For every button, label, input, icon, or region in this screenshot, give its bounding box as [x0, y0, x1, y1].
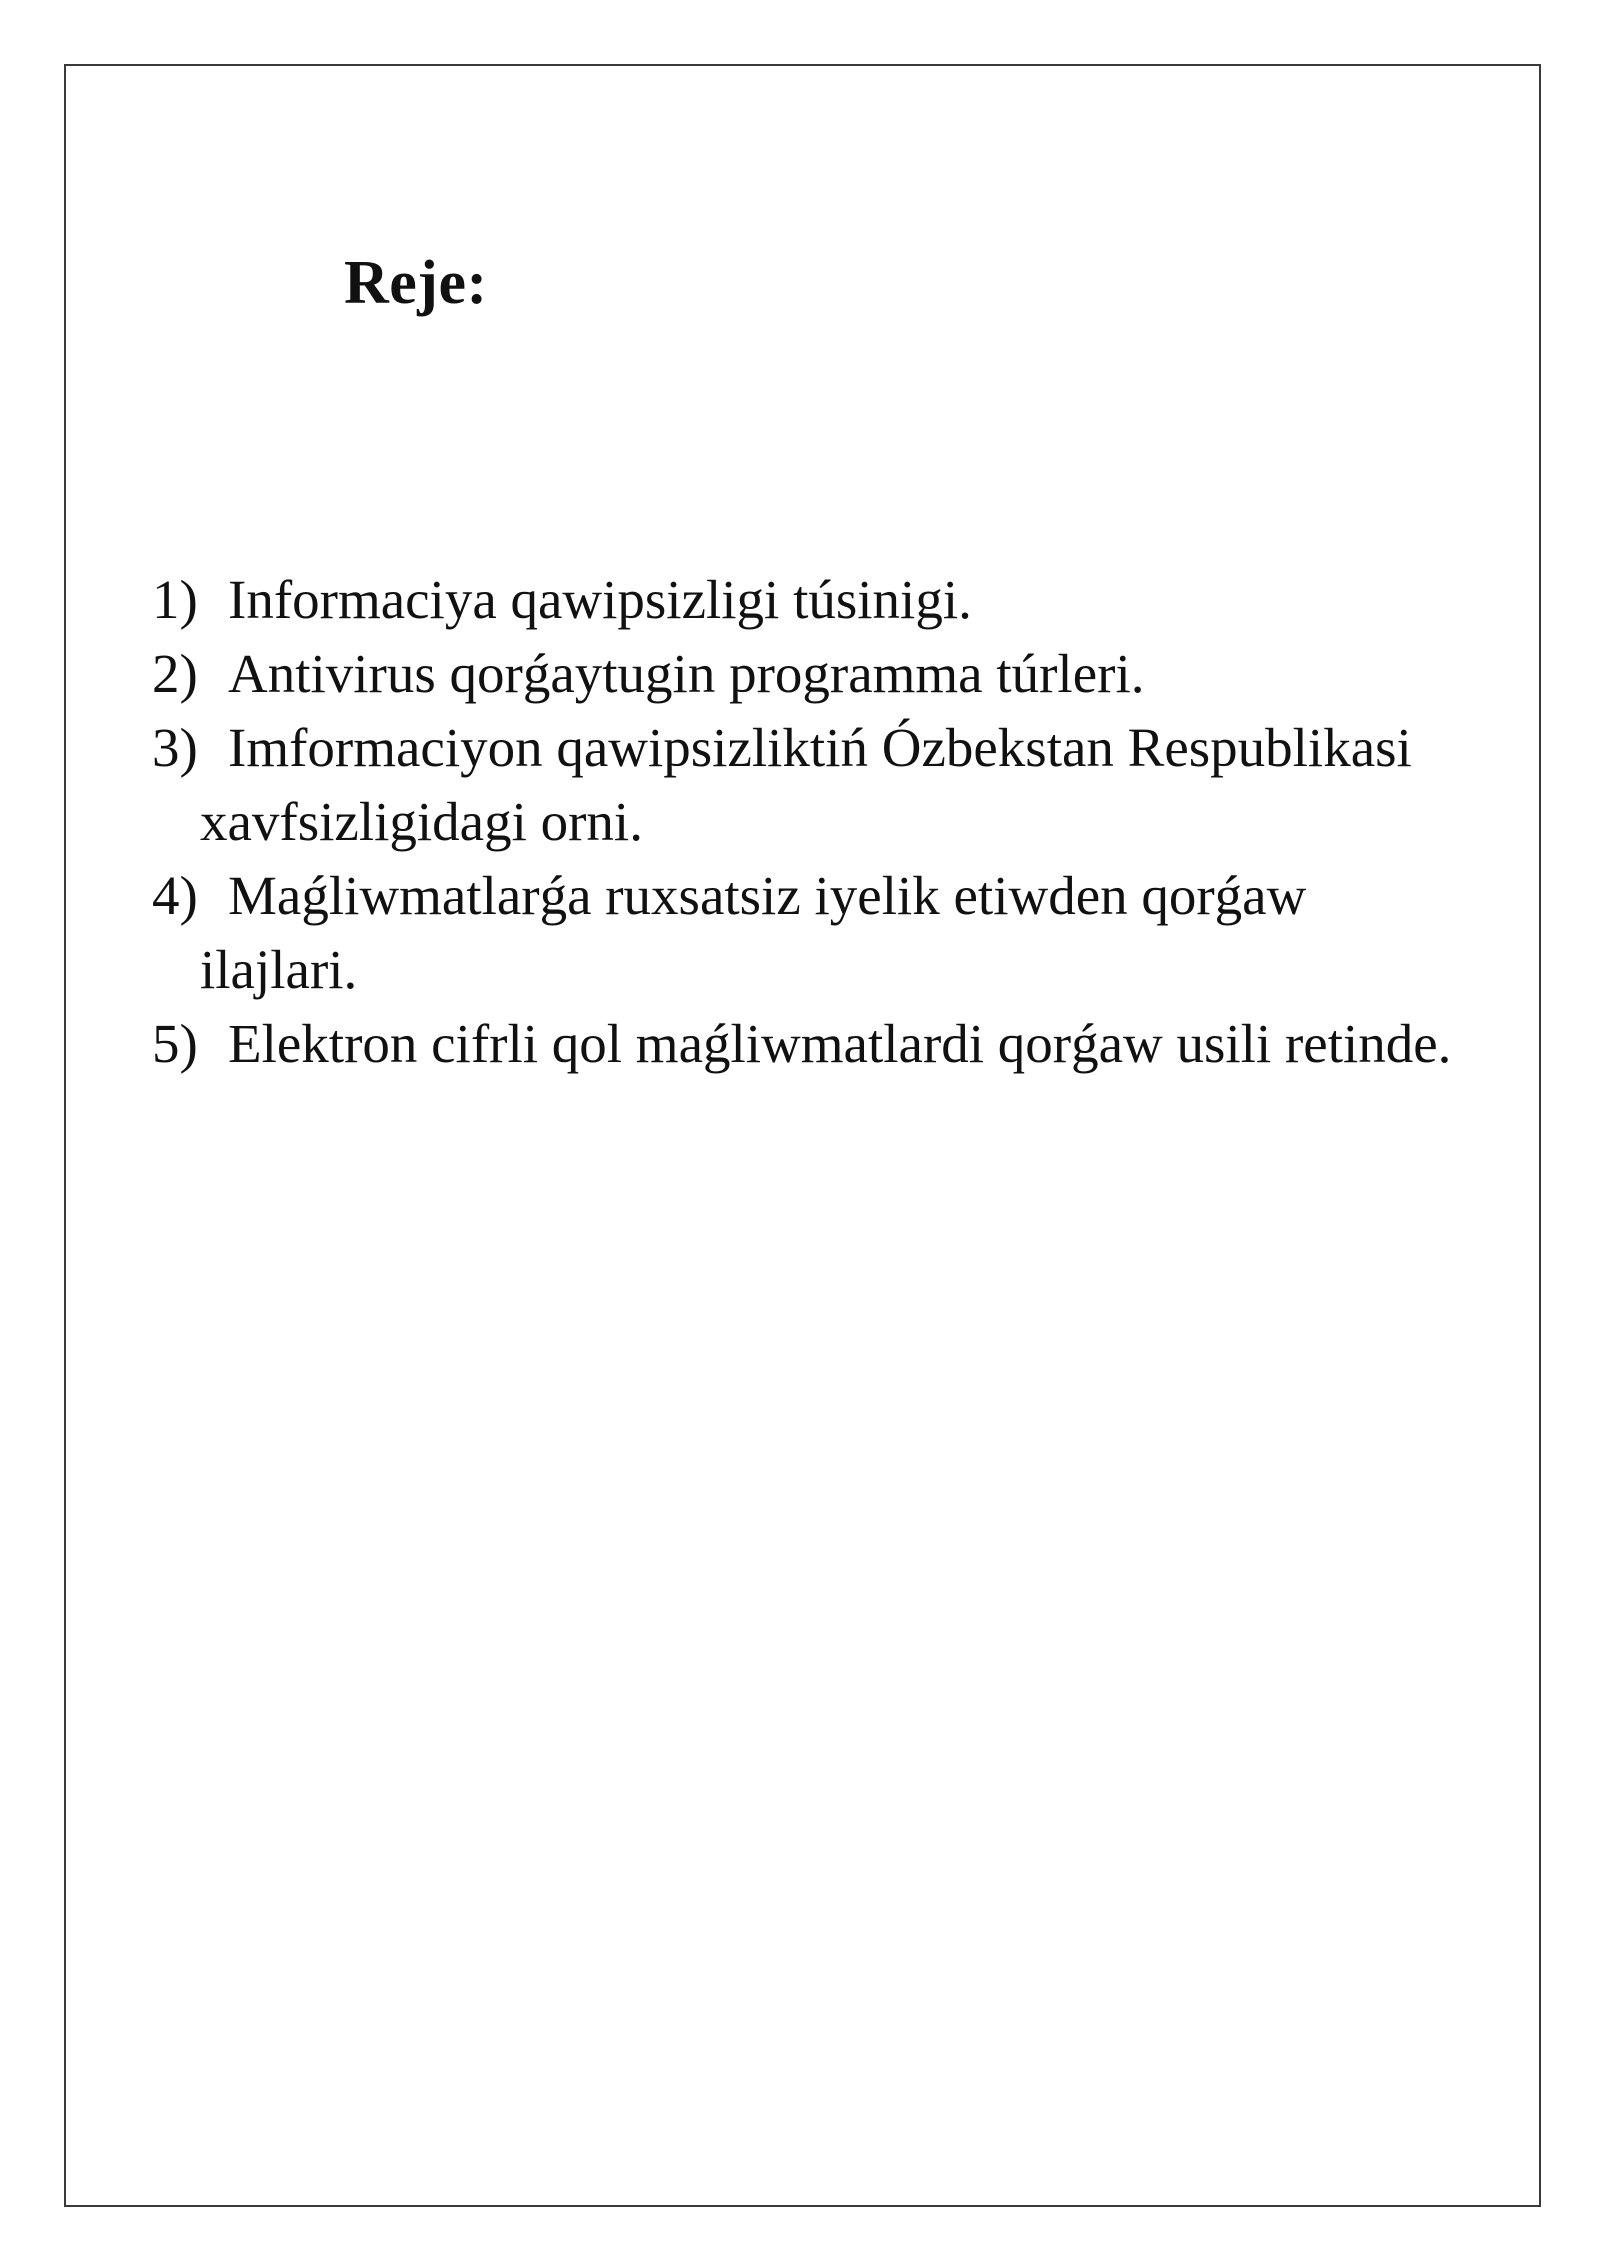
plan-list [152, 563, 1452, 1081]
list-item-text: Informaciya qawipsizligi túsinigi. [228, 569, 972, 630]
list-item-number: 4) [152, 865, 198, 926]
page-title: Reje: [344, 249, 488, 317]
list-item-text: Elektron cifrli qol maǵliwmatlardi qorǵaw usili retinde. [228, 1013, 1452, 1074]
list-item [152, 711, 1452, 859]
list-item-number: 3) [152, 717, 198, 778]
page-border [64, 64, 1541, 2207]
list-item [152, 1007, 1452, 1081]
list-item [152, 859, 1452, 1007]
list-item-number: 2) [152, 643, 198, 704]
list-item-text: Maǵliwmatlarǵa ruxsatsiz iyelik etiwden qorǵaw ilajlari. [200, 865, 1307, 1000]
list-item [152, 637, 1452, 711]
list-item-text: Antivirus qorǵaytugin programma túrleri. [228, 643, 1145, 704]
list-item-text: Imformaciyon qawipsizliktiń Ózbekstan Respublikasi xavfsizligidagi orni. [200, 717, 1412, 852]
list-item-number: 1) [152, 569, 198, 630]
list-item-number: 5) [152, 1013, 198, 1074]
list-item [152, 563, 1452, 637]
